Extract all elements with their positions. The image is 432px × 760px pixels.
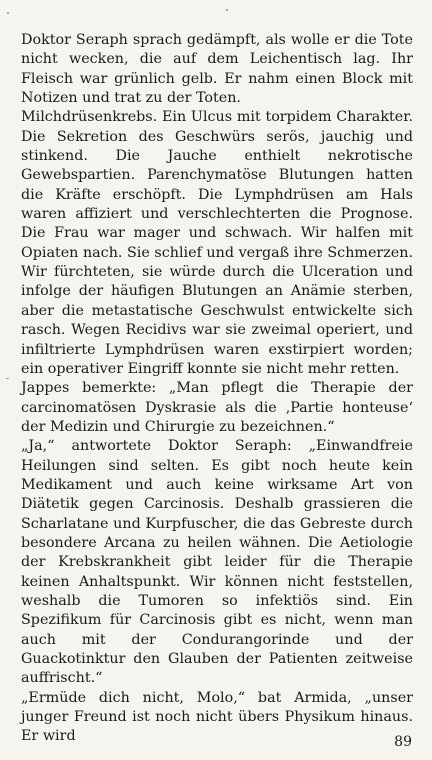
paragraph: Jappes bemerkte: „Man pflegt die Therapie der carcinomatösen Dyskrasie als die ‚Partie honteuse‘ der Medizin und Chirurgie zu bezeichnen.“ (21, 380, 413, 435)
paragraph: „Ja,“ antwortete Doktor Seraph: „Einwandfreie Heilungen sind selten. Es gibt noch heute kein Medikament und auch keine wirksame Art von Diätetik gegen Carcinosis. Deshalb grassieren die Scharlatane und Kurpfuscher, die das Gebreste durch besondere Arcana zu heilen wähnen. Die Aetiologie der Krebskrankheit gibt leider für die Therapie keinen Anhaltspunkt. Wir können nicht feststellen, weshalb die Tumoren so infektiös sind. Ein Spezifikum für Carcinosis gibt es nicht, wenn man auch mit der Condurangorinde und der Guackotinktur den Glauben der Patienten zeitweise auffrischt.“ (21, 438, 413, 687)
paragraph: Doktor Seraph sprach gedämpft, als wolle er die Tote nicht wecken, die auf dem Leichentisch lag. Ihr Fleisch war grünlich gelb. Er nahm einen Block mit Notizen und trat zu der Toten. (21, 32, 413, 107)
print-speck (226, 9, 228, 11)
body-text (21, 31, 413, 747)
page-number: 89 (394, 734, 412, 750)
print-speck (6, 378, 9, 379)
paragraph: Milchdrüsenkrebs. Ein Ulcus mit torpidem Charakter. Die Sekretion des Geschwürs serös, jauchig und stinkend. Die Jauche enthielt nekrotische Gewebspartien. Parenchymatöse Blutungen hatten die Kräfte erschöpft. Die Lymphdrüsen am Hals waren affiziert und verschlechterten die Prognose. Die Frau war mager und schwach. Wir halfen mit Opiaten nach. Sie schlief und vergaß ihre Schmerzen. Wir fürchteten, sie würde durch die Ulceration und infolge der häufigen Blutungen an Anämie sterben, aber die metastatische Geschwulst entwickelte sich rasch. Wegen Recidivs war sie zweimal operiert, und infiltrierte Lymphdrüsen waren exstirpiert worden; ein operativer Eingriff konnte sie nicht mehr retten. (21, 109, 413, 377)
paragraph: „Ermüde dich nicht, Molo,“ bat Armida, „unser junger Freund ist noch nicht übers Physikum hinaus. Er wird (21, 689, 413, 745)
print-speck (7, 12, 9, 14)
